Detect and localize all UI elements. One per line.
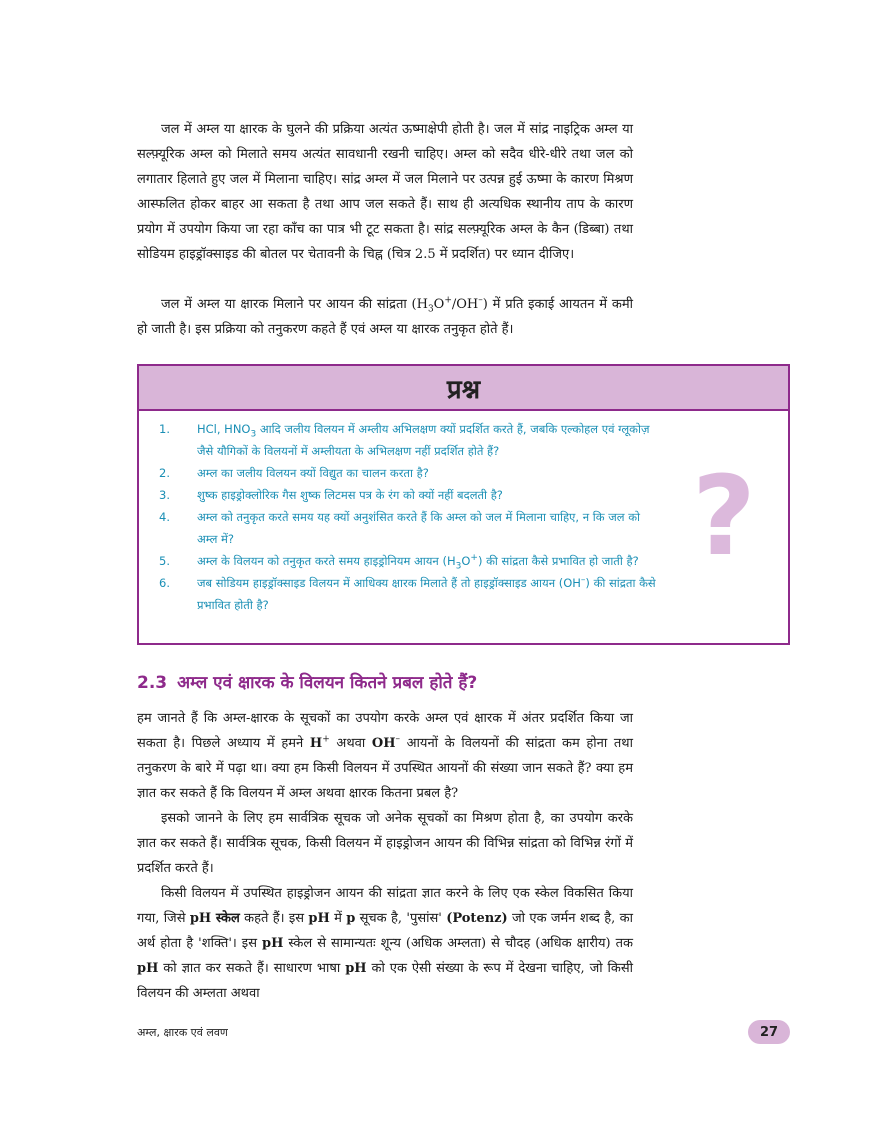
body-paragraph-2 — [137, 806, 633, 881]
subscript: 3 — [250, 429, 257, 440]
text-span: सूचक है, 'पुसांस' — [355, 911, 447, 926]
section-heading — [137, 670, 477, 693]
question-number: 6. — [159, 576, 170, 590]
text-span: आदि जलीय विलयन में अम्लीय अभिलक्षण क्यों प्रदर्शित करते हैं, जबकि एल्कोहल एवं ग्लूकोज़ जैसे यौगिकों के विलयनों में अम्लीयता के अभिलक्षण नहीं प्रदर्शित होते हैं? — [197, 422, 650, 458]
bold-term: pH — [345, 961, 367, 976]
section-number: 2.3 — [137, 673, 168, 693]
bold-term: pH स्केल — [189, 911, 240, 926]
text-span: अम्ल के विलयन को तनुकृत करते समय हाइड्रोनियम आयन (H — [197, 554, 456, 568]
question-item — [159, 572, 659, 616]
superscript: + — [444, 295, 452, 306]
text-span: कहते हैं। इस — [239, 911, 309, 926]
question-item — [159, 506, 659, 550]
body-paragraph-3 — [137, 881, 633, 1006]
questions-box-header — [139, 366, 788, 411]
bold-term: pH — [308, 911, 330, 926]
text-span: को एक ऐसी संख्या के रूप में देखना चाहिए, जो किसी विलयन की अम्लता अथवा — [137, 961, 634, 1001]
question-text: अम्ल का जलीय विलयन क्यों विद्युत का चालन करता है? — [197, 466, 429, 480]
intro-paragraph-1-text: जल में अम्ल या क्षारक के घुलने की प्रक्रिया अत्यंत ऊष्माक्षेपी होती है। जल में सांद्र नाइट्रिक अम्ल या सल्फ़्यूरिक अम्ल को मिलाते समय अत्यंत सावधानी रखनी चाहिए। अम्ल को सदैव धीरे-धीरे तथा जल को लगातार हिलाते हुए जल में मिलाना चाहिए। सांद्र अम्ल में जल मिलाने पर उत्पन्न हुई ऊष्मा के कारण मिश्रण आस्फलित होकर बाहर आ सकता है तथा आप जल सकते हैं। साथ ही अत्यधिक स्थानीय ताप के कारण प्रयोग में उपयोग किया जा रहा काँच का पात्र भी टूट सकता है। सांद्र सल्फ़्यूरिक अम्ल के कैन (डिब्बा) तथा सोडियम हाइड्रॉक्साइड की बोतल पर चेतावनी के चिह्न (चित्र 2.5 में प्रदर्शित) पर ध्यान दीजिए। — [137, 122, 633, 262]
questions-list — [159, 418, 659, 616]
superscript: – — [478, 295, 483, 306]
text-span: /OH — [451, 297, 479, 312]
text-span: जल में अम्ल या क्षारक मिलाने पर आयन की सांद्रता (H — [161, 297, 428, 312]
question-number: 1. — [159, 422, 170, 436]
question-text — [197, 418, 659, 462]
question-item — [159, 550, 659, 572]
bold-term: OH — [371, 736, 396, 751]
superscript: – — [580, 575, 586, 586]
text-span: ) की सांद्रता कैसे प्रभावित हो जाती है? — [477, 554, 639, 568]
question-item — [159, 484, 659, 506]
text-span: O — [433, 297, 445, 312]
question-item — [159, 418, 659, 462]
bold-term: H — [309, 736, 323, 751]
intro-paragraph-1 — [137, 117, 633, 267]
text-span: आयनों के विलयनों की सांद्रता कम होना तथा तनुकरण के बारे में पढ़ा था। क्या हम किसी विलयन में उपस्थित आयनों की संख्या जान सकते हैं? क्या हम ज्ञात कर सकते हैं कि विलयन में अम्ल अथवा क्षारक कितना प्रबल है? — [137, 736, 633, 801]
text-span: HCl, HNO — [197, 422, 251, 436]
superscript: + — [470, 553, 478, 564]
question-text: अम्ल को तनुकृत करते समय यह क्यों अनुशंसित करते हैं कि अम्ल को जल में मिलाना चाहिए, न कि जल को अम्ल में? — [197, 510, 641, 546]
superscript: + — [322, 734, 330, 745]
text-span: जब सोडियम हाइड्रॉक्साइड विलयन में आधिक्य क्षारक मिलाते हैं तो हाइड्रॉक्साइड आयन (OH — [197, 576, 581, 590]
text-span: हम जानते हैं कि अम्ल-क्षारक के सूचकों का उपयोग करके अम्ल एवं क्षारक में अंतर प्रदर्शित किया जा सकता है। पिछले अध्याय में हमने — [137, 711, 633, 751]
text-span: स्केल से सामान्यतः शून्य (अधिक अम्लता) से चौदह (अधिक क्षारीय) तक — [283, 936, 634, 951]
question-item — [159, 462, 659, 484]
subscript: 3 — [455, 561, 462, 572]
bold-term: pH — [137, 961, 159, 976]
superscript: – — [395, 734, 400, 745]
text-span: इसको जानने के लिए हम सार्वत्रिक सूचक जो अनेक सूचकों का मिश्रण होता है, का उपयोग करके ज्ञात कर सकते हैं। सार्वत्रिक सूचक, किसी विलयन में हाइड्रोजन आयन की विभिन्न सांद्रता को विभिन्न रंगों में प्रदर्शित करते हैं। — [137, 811, 633, 876]
question-text — [197, 550, 659, 572]
question-number: 5. — [159, 554, 170, 568]
question-text: शुष्क हाइड्रोक्लोरिक गैस शुष्क लिटमस पत्र के रंग को क्यों नहीं बदलती है? — [197, 488, 503, 502]
bold-term: p — [346, 911, 356, 926]
intro-paragraph-2 — [137, 292, 633, 342]
questions-box-title: प्रश्न — [446, 374, 481, 405]
text-span: अथवा — [329, 736, 372, 751]
page-number-badge: 27 — [748, 1020, 790, 1044]
footer-chapter-title: अम्ल, क्षारक एवं लवण — [137, 1026, 228, 1039]
text-span: ) की सांद्रता कैसे प्रभावित होती है? — [197, 576, 656, 612]
bold-term: pH — [261, 936, 284, 951]
text-span: ) में प्रति इकाई आयतन में कमी हो जाती है। इस प्रक्रिया को तनुकरण कहते हैं एवं अम्ल या क्षारक तनुकृत होते हैं। — [137, 297, 633, 337]
text-span: O — [461, 554, 471, 568]
question-number: 2. — [159, 466, 170, 480]
text-span: किसी विलयन में उपस्थित हाइड्रोजन आयन की सांद्रता ज्ञात करने के लिए एक स्केल विकसित किया गया, जिसे — [137, 886, 633, 926]
question-number: 4. — [159, 510, 170, 524]
question-text — [197, 572, 659, 616]
text-span: को ज्ञात कर सकते हैं। साधारण भाषा — [158, 961, 346, 976]
section-title: अम्ल एवं क्षारक के विलयन कितने प्रबल होते हैं? — [177, 673, 478, 693]
subscript: 3 — [427, 304, 434, 315]
text-span: में — [329, 911, 347, 926]
body-paragraph-1 — [137, 706, 633, 806]
bold-term: (Potenz) — [446, 911, 508, 926]
questions-box — [137, 364, 790, 645]
text-span: जो एक जर्मन शब्द है, का अर्थ होता है 'शक्ति'। इस — [137, 911, 633, 951]
question-mark-icon: ? — [692, 452, 756, 580]
question-number: 3. — [159, 488, 170, 502]
